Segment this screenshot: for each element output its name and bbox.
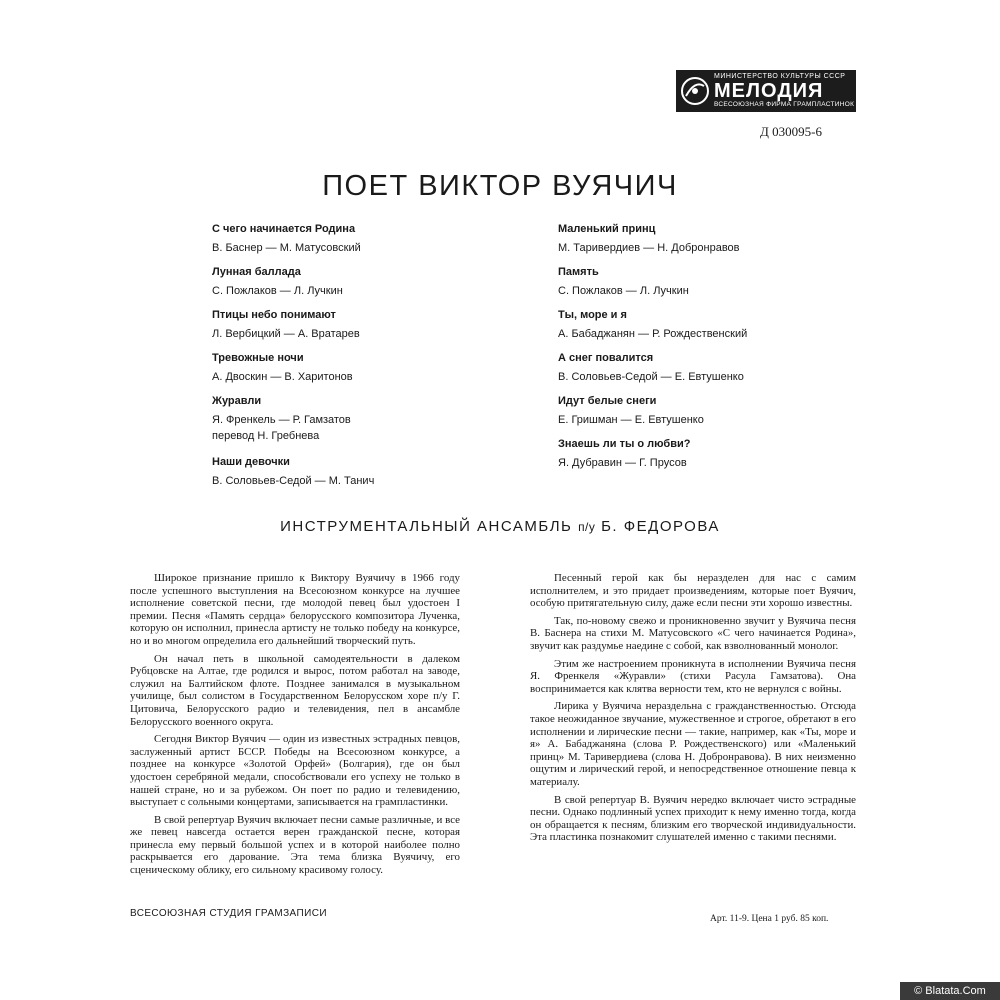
track-authors: А. Двоскин — В. Харитонов bbox=[212, 371, 353, 383]
price-info: Арт. 11-9. Цена 1 руб. 85 коп. bbox=[710, 914, 829, 924]
track-authors: С. Пожлаков — Л. Лучкин bbox=[558, 285, 689, 297]
liner-paragraph: Широкое признание пришло к Виктору Вуячичу в 1966 году после успешного выступления на Всесоюзном конкурсе на лучшее исполнение советской песни, где молодой певец был удостоен I премии. Песня «Память сердца» белорусского композитора Лученка, которую он исполнил, принесла артисту не только победу на конкурсе, но и во многом определила его дальнейший творческий путь. bbox=[130, 572, 460, 647]
track-title: Знаешь ли ты о любви? bbox=[558, 438, 691, 450]
track-item bbox=[212, 308, 542, 351]
catalog-number: Д 030095-6 bbox=[760, 124, 822, 139]
track-item bbox=[212, 455, 542, 498]
track-title: Наши девочки bbox=[212, 456, 290, 468]
track-title: Птицы небо понимают bbox=[212, 309, 336, 321]
track-authors: Я. Дубравин — Г. Прусов bbox=[558, 457, 687, 469]
liner-paragraph: В свой репертуар Вуячич включает песни самые различные, и все же певец навсегда остается верен гражданской песне, которая принесла ему первый большой успех и в которой наиболее полно раскрывается его дарование. Эта тема близка Вуячичу, его сценическому облику, его сильному красивому голосу. bbox=[130, 813, 460, 877]
track-title: Журавли bbox=[212, 395, 262, 407]
track-authors: С. Пожлаков — Л. Лучкин bbox=[212, 285, 343, 297]
ensemble-leader: Б. ФЕДОРОВА bbox=[601, 518, 720, 535]
liner-paragraph: Лирика у Вуячича нераздельна с гражданственностью. Отсюда такое неожиданное звучание, мужественное и строгое, обретают в его исполнении и лирические песни — такие, например, как «Ты, море и я» А. Бабаджаняна (слова Р. Рождественского) или «Маленький принц» М. Таривердиева (слова Н. Добронравова). В них неизменно ощутим и лирический герой, и непосредственное отношение певца к материалу. bbox=[530, 700, 856, 788]
track-title: А снег повалится bbox=[558, 352, 654, 364]
track-authors: Л. Вербицкий — А. Вратарев bbox=[212, 328, 360, 340]
track-authors: Е. Гришман — Е. Евтушенко bbox=[558, 414, 704, 426]
ensemble-name: ИНСТРУМЕНТАЛЬНЫЙ АНСАМБЛЬ bbox=[280, 518, 573, 535]
logo-ministry: МИНИСТЕРСТВО КУЛЬТУРЫ СССР bbox=[714, 73, 846, 81]
liner-paragraph: Сегодня Виктор Вуячич — один из известных эстрадных певцов, заслуженный артист БССР. Победы на Всесоюзном конкурсе, а позднее на конкурсе «Золотой Орфей» (Болгария), где он был удостоен серебряной медали, способствовали его успеху не только в нашей стране, но и за рубежом. Он поет по радио и телевидению, выступает с сольными концертами, записывается на грампластинки. bbox=[130, 733, 460, 809]
liner-notes-left-column bbox=[130, 572, 460, 882]
studio-credit: ВСЕСОЮЗНАЯ СТУДИЯ ГРАМЗАПИСИ bbox=[130, 908, 327, 919]
track-title: Память bbox=[558, 266, 599, 278]
liner-paragraph: Этим же настроением проникнута в исполнении Вуячича песня Я. Френкеля «Журавли» (стихи Расула Гамзатова). Она воспринимается как клятва верности тем, кто не вернулся с войны. bbox=[530, 657, 856, 695]
ensemble-conductor-abbr: п/у bbox=[578, 520, 596, 534]
tracklist-side-1 bbox=[212, 222, 542, 498]
track-item bbox=[212, 265, 542, 308]
liner-paragraph: Так, по-новому свежо и проникновенно звучит у Вуячича песня В. Баснера на стихи М. Матусовского «С чего начинается Родина», звучит как раздумье наедине с собой, как взволнованный монолог. bbox=[530, 614, 856, 652]
liner-paragraph: В свой репертуар В. Вуячич нередко включает чисто эстрадные песни. Однако подлинный успех приходит к нему именно тогда, когда он обращается к песням, близким его творческой индивидуальности. Эта пластинка познакомит слушателей именно с такими песнями. bbox=[530, 793, 856, 844]
ensemble-credit bbox=[0, 518, 1000, 535]
watermark: © Blatata.Com bbox=[900, 982, 1000, 1000]
track-authors: А. Бабаджанян — Р. Рождественский bbox=[558, 328, 748, 340]
track-authors: В. Баснер — М. Матусовский bbox=[212, 242, 361, 254]
liner-notes-right-column bbox=[530, 572, 856, 849]
track-authors: В. Соловьев-Седой — М. Танич bbox=[212, 475, 375, 487]
track-item bbox=[212, 222, 542, 265]
tracklist-side-2 bbox=[558, 222, 888, 480]
track-authors: В. Соловьев-Седой — Е. Евтушенко bbox=[558, 371, 744, 383]
logo-firm: ВСЕСОЮЗНАЯ ФИРМА ГРАМПЛАСТИНОК bbox=[714, 101, 855, 109]
track-title: Идут белые снеги bbox=[558, 395, 657, 407]
track-title: С чего начинается Родина bbox=[212, 223, 356, 235]
track-authors: М. Таривердиев — Н. Добронравов bbox=[558, 242, 740, 254]
track-translation-note: перевод Н. Гребнева bbox=[212, 430, 320, 442]
track-item bbox=[558, 394, 888, 437]
track-title: Ты, море и я bbox=[558, 309, 627, 321]
track-item bbox=[212, 394, 542, 455]
track-item bbox=[558, 222, 888, 265]
track-title: Маленький принц bbox=[558, 223, 656, 235]
track-item bbox=[558, 437, 888, 480]
track-item bbox=[212, 351, 542, 394]
track-title: Тревожные ночи bbox=[212, 352, 304, 364]
melodiya-logo bbox=[676, 70, 856, 112]
melodiya-emblem-icon bbox=[680, 76, 710, 106]
logo-brand: МЕЛОДИЯ bbox=[714, 80, 824, 103]
liner-paragraph: Песенный герой как бы неразделен для нас с самим исполнителем, и это придает произведениям, которые поет Вуячич, особую притягательную силу, даже если песни эти хорошо известны. bbox=[530, 572, 856, 610]
track-item bbox=[558, 351, 888, 394]
track-title: Лунная баллада bbox=[212, 266, 301, 278]
liner-paragraph: Он начал петь в школьной самодеятельности в далеком Рубцовске на Алтае, где родился и вырос, потом работал на заводе, служил на Балтийском флоте. Позднее занимался в музыкальном училище, был солистом в Государственном Белорусском хоре п/у Г. Цитовича, Белорусского радио и телевидения, пел в ансамбле Белорусского военного округа. bbox=[130, 652, 460, 728]
track-authors: Я. Френкель — Р. Гамзатов bbox=[212, 414, 351, 426]
track-item bbox=[558, 308, 888, 351]
track-item bbox=[558, 265, 888, 308]
album-title: ПОЕТ ВИКТОР ВУЯЧИЧ bbox=[322, 170, 678, 202]
